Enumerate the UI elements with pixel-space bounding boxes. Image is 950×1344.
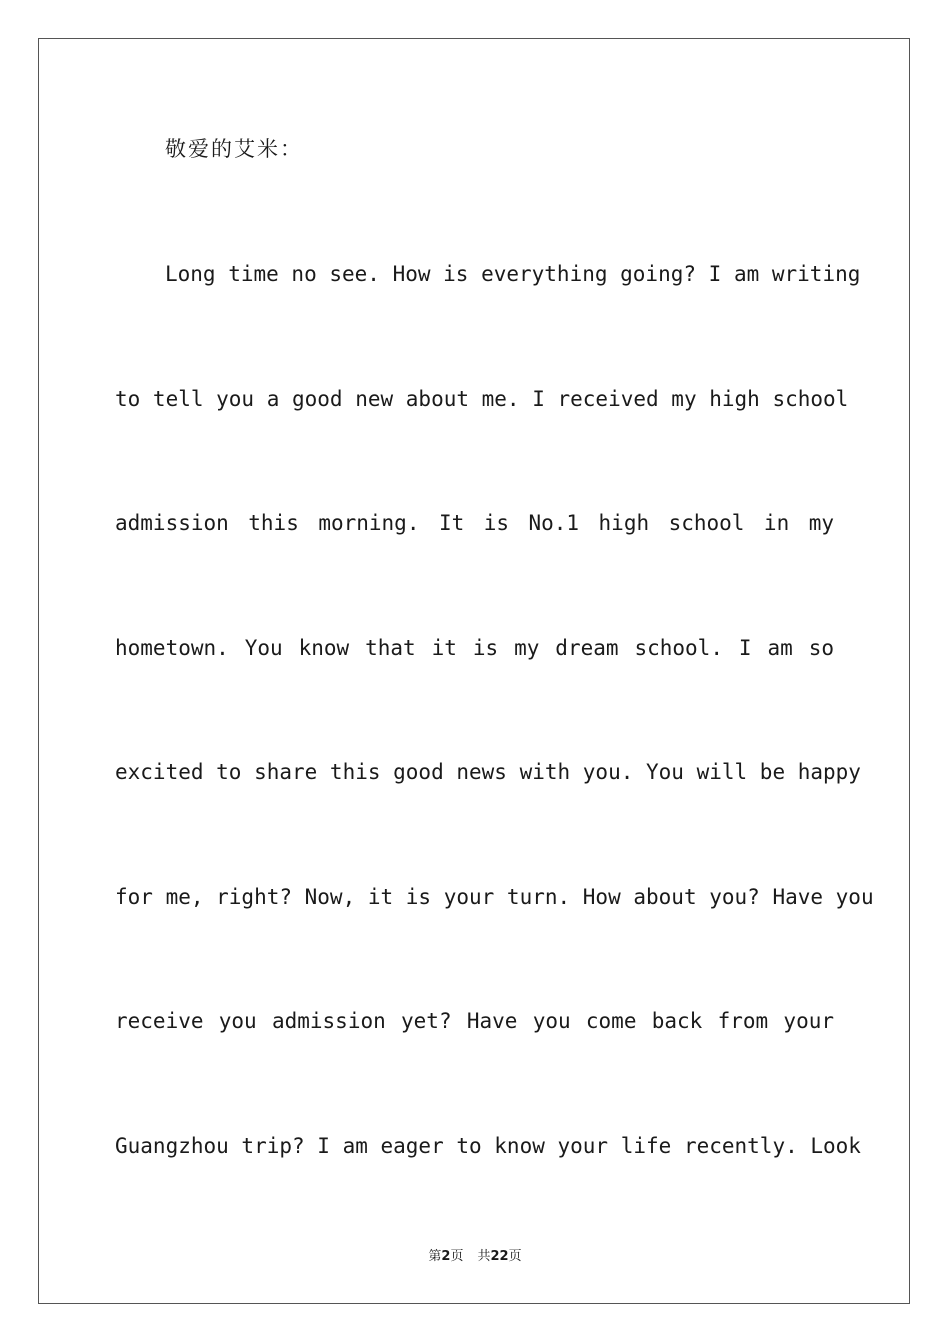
- letter-line-7: receive you admission yet? Have you come back from your: [115, 1009, 834, 1033]
- page-frame: [38, 38, 910, 1304]
- total-prefix: 共: [477, 1249, 491, 1264]
- letter-line-8: Guangzhou trip? I am eager to know your life recently. Look: [115, 1134, 861, 1158]
- letter-line-5: excited to share this good news with you. You will be happy: [115, 760, 861, 784]
- total-suffix: 页: [508, 1249, 522, 1264]
- page-footer: [0, 1248, 950, 1266]
- letter-line-2: to tell you a good new about me. I received my high school: [115, 387, 849, 411]
- letter-line-3: admission this morning. It is No.1 high school in my: [115, 511, 834, 535]
- page-prefix: 第: [428, 1249, 442, 1264]
- letter-line-4: hometown. You know that it is my dream school. I am so: [115, 636, 834, 660]
- page-suffix: 页: [450, 1249, 464, 1264]
- page-number: 2: [441, 1249, 451, 1264]
- letter-salutation: 敬爱的艾米：: [165, 137, 303, 161]
- letter-line-1: Long time no see. How is everything going? I am writing: [165, 262, 861, 286]
- letter-line-6: for me, right? Now, it is your turn. How about you? Have you: [115, 885, 874, 909]
- total-pages: 22: [490, 1249, 509, 1264]
